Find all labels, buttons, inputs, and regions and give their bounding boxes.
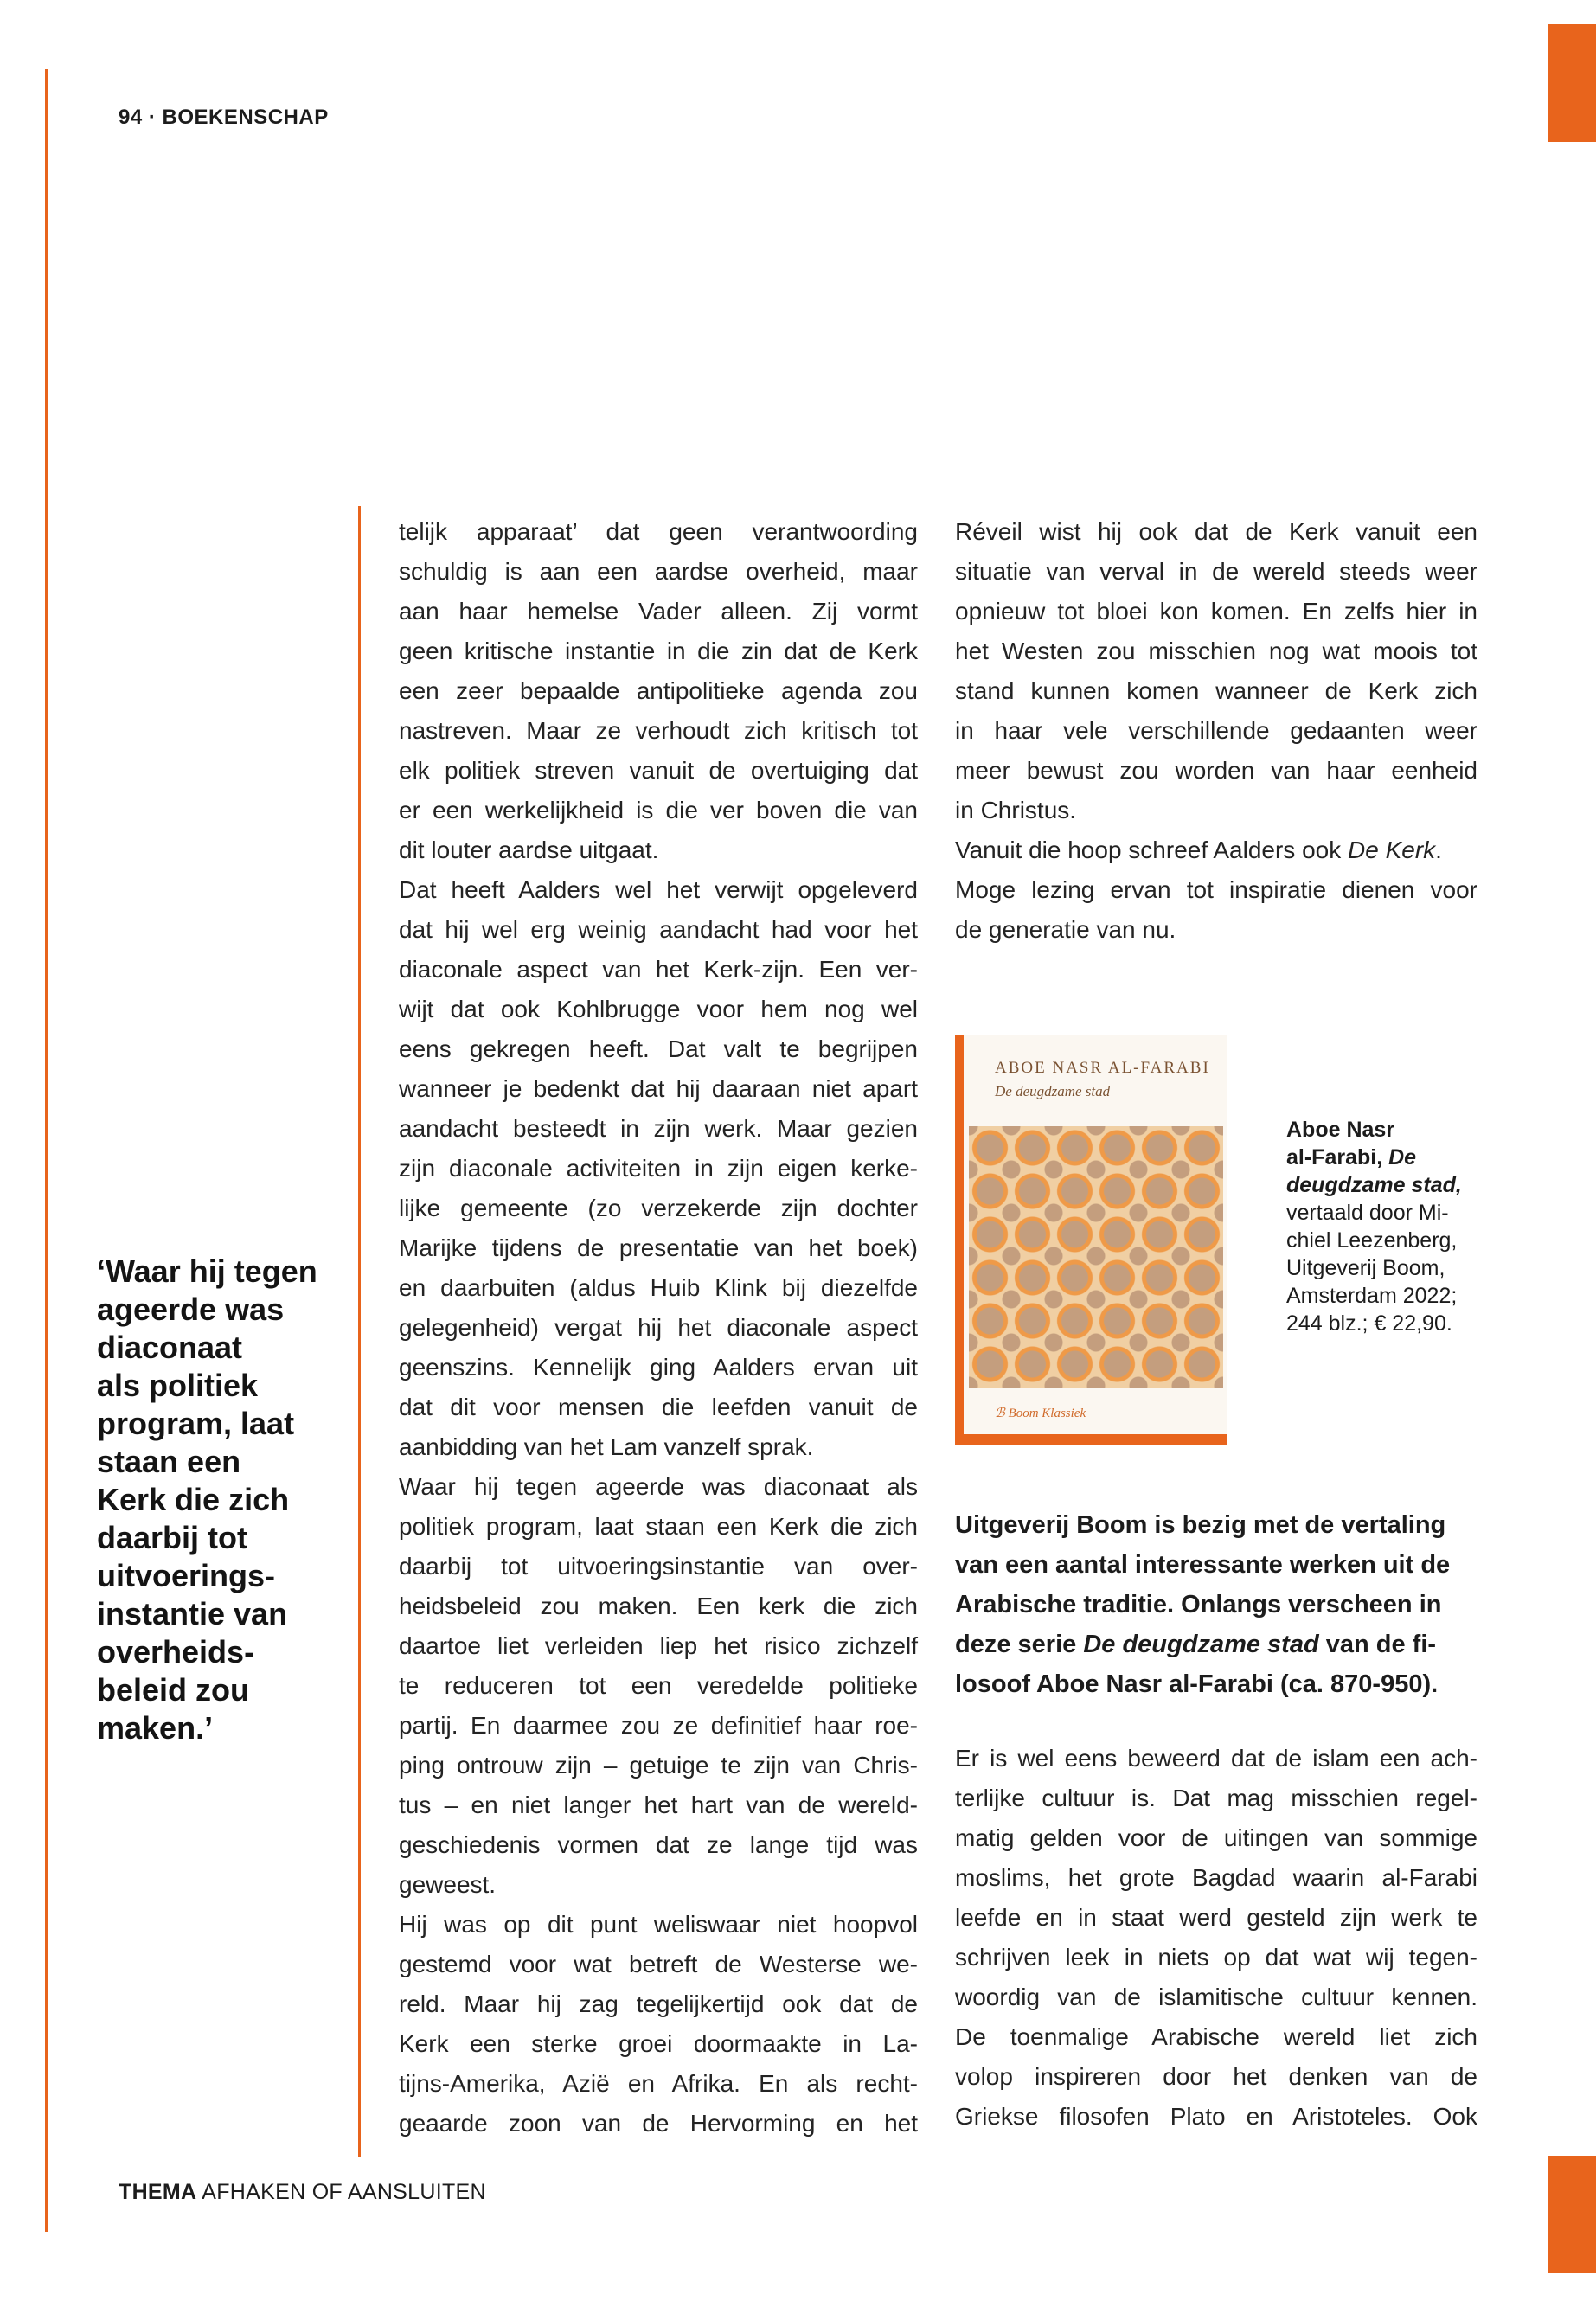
text-line: wijt dat ook Kohlbrugge voor hem nog wel [399,996,918,1022]
text-line: heidsbeleid zou maken. Een kerk die zich [399,1593,918,1619]
text-line: aanbidding van het Lam vanzelf sprak. [399,1433,814,1460]
text-line: leefde en in staat werd gesteld zijn werk te [955,1904,1477,1931]
caption-line: Uitgeverij Boom, [1286,1256,1445,1280]
text-line: gelegenheid) vergat hij het diaconale aspect [399,1314,918,1341]
caption-author-title [1286,1144,1494,1171]
text-line: zijn diaconale activiteiten in zijn eigen kerke- [399,1155,918,1182]
text-line: Dat heeft Aalders wel het verwijt opgeleverd [399,876,918,903]
text-line: schuldig is aan een aardse overheid, maar [399,558,918,585]
text-line: in Christus. [955,797,1077,824]
footer-label: THEMA [119,2180,197,2204]
pull-quote-line: daarbij tot [97,1520,248,1555]
lead-line: losoof Aboe Nasr al-Farabi (ca. 870-950). [955,1670,1439,1698]
lead-line [955,1625,1477,1664]
lead-paragraph [955,1505,1477,1704]
pull-quote-line: beleid zou [97,1672,250,1708]
text-line: de generatie van nu. [955,916,1176,943]
pull-quote-line: Kerk die zich [97,1482,290,1517]
text-line: een zeer bepaalde antipolitieke agenda zou [399,677,918,704]
pull-quote-line: staan een [97,1444,241,1479]
body-column-2 [955,512,1477,950]
pull-quote [97,1253,356,1747]
text-line: er een werkelijkheid is die ver boven die van [399,797,918,824]
text-line: dat dit voor mensen die leefden vanuit de [399,1394,918,1420]
text-line: Waar hij tegen ageerde was diaconaat als [399,1473,918,1500]
text-line: te reduceren tot een veredelde politieke [399,1672,918,1699]
caption-line: vertaald door Mi- [1286,1201,1449,1225]
text-line: tus – en niet langer het hart van de wereld- [399,1791,918,1818]
pull-quote-line: diaconaat [97,1330,243,1365]
text-line: Griekse filosofen Plato en Aristoteles. Ook [955,2103,1477,2130]
text-fragment: deze serie [955,1631,1084,1658]
text-line: tijns-Amerika, Azië en Afrika. En als recht- [399,2070,918,2097]
caption-line: chiel Leezenberg, [1286,1228,1458,1253]
running-footer [119,2180,486,2205]
section-title: BOEKENSCHAP [162,106,329,129]
pull-quote-line: uitvoerings- [97,1558,276,1593]
text-line: stand kunnen komen wanneer de Kerk zich [955,677,1477,704]
text-line: geenszins. Kennelijk ging Aalders ervan uit [399,1354,918,1381]
pull-quote-line: ‘Waar hij tegen [97,1253,317,1289]
pull-quote-line: program, laat [97,1406,295,1441]
text-line: nastreven. Maar ze verhoudt zich kritisch tot [399,717,918,744]
text-line: het Westen zou misschien nog wat moois tot [955,638,1477,664]
text-line: terlijke cultuur is. Dat mag misschien regel- [955,1785,1477,1811]
text-line: gestemd voor wat betreft de Westerse we- [399,1951,918,1977]
pull-quote-line: instantie van [97,1596,288,1631]
text-fragment: van de fi- [1318,1631,1437,1658]
geometric-pattern [969,1126,1223,1388]
text-line: lijke gemeente (zo verzekerde zijn dochter [399,1195,918,1221]
footer-title: AFHAKEN OF AANSLUITEN [202,2180,486,2204]
caption-title-line: De [1388,1145,1417,1170]
text-fragment: . [1435,836,1442,863]
text-line: elk politiek streven vanuit de overtuiging dat [399,757,918,784]
lead-line: Arabische traditie. Onlangs verscheen in [955,1591,1442,1618]
book-cover-edge [955,1434,1227,1445]
text-line: ping ontrouw zijn – getuige te zijn van Chris- [399,1752,918,1779]
caption-author-line: al-Farabi, [1286,1145,1389,1170]
caption-author [1286,1116,1494,1144]
text-line: diaconale aspect van het Kerk-zijn. Een ver- [399,956,918,983]
text-line: wanneer je bedenkt dat hij daaraan niet apart [399,1075,918,1102]
pull-quote-line: ageerde was [97,1292,285,1327]
book-cover-title: De deugdzame stad [995,1083,1111,1099]
text-line: Moge lezing ervan tot inspiratie dienen voor [955,876,1477,903]
pull-quote-line: maken.’ [97,1710,214,1746]
text-line: aandacht besteedt in zijn werk. Maar gezien [399,1115,918,1142]
text-line [955,830,1477,870]
left-margin-rule [45,69,48,2232]
book-cover-face [964,1035,1227,1434]
caption-title-line: deugdzame stad, [1286,1173,1462,1197]
text-line: Kerk een sterke groei doormaakte in La- [399,2030,918,2057]
caption-author-line: Aboe Nasr [1286,1118,1395,1142]
pull-quote-line: als politiek [97,1368,259,1403]
lead-line: van een aantal interessante werken uit de [955,1551,1451,1579]
body-column-1 [399,512,918,2144]
caption-title [1286,1171,1494,1199]
header-separator: · [142,106,163,129]
text-line: Réveil wist hij ook dat de Kerk vanuit een [955,518,1477,545]
text-line: De toenmalige Arabische wereld liet zich [955,2023,1477,2050]
text-line: Marijke tijdens de presentatie van het boek) [399,1234,918,1261]
column-divider-rule [358,506,361,2157]
text-line: daartoe liet verleiden liep het risico zichzelf [399,1632,918,1659]
text-line: daarbij tot uitvoeringsinstantie van over- [399,1553,918,1580]
text-line: dit louter aardse uitgaat. [399,836,659,863]
publisher-logo-icon: ℬ [995,1407,1009,1420]
book-cover-edge [955,1035,964,1441]
text-line: telijk apparaat’ dat geen verantwoording [399,518,918,545]
text-line: woordig van de islamitische cultuur kennen. [955,1984,1477,2010]
text-line: meer bewust zou worden van haar eenheid [955,757,1477,784]
top-right-accent-tab [1548,24,1596,142]
book-cover [955,1035,1228,1445]
text-line: eens gekregen heeft. Dat valt te begrijpen [399,1035,918,1062]
book-cover-author: ABOE NASR AL-FARABI [995,1059,1210,1077]
text-line: situatie van verval in de wereld steeds weer [955,558,1477,585]
text-line: Er is wel eens beweerd dat de islam een ach- [955,1745,1477,1772]
text-fragment: Vanuit die hoop schreef Aalders ook [955,836,1349,863]
book-title-reference: De deugdzame stad [1083,1631,1319,1658]
book-caption [1286,1116,1494,1337]
text-line: partij. En daarmee zou ze definitief haar roe- [399,1712,918,1739]
bottom-right-accent-tab [1548,2156,1596,2273]
caption-line: 244 blz.; € 22,90. [1286,1311,1452,1336]
text-line: dat hij wel erg weinig aandacht had voor het [399,916,918,943]
text-line: aan haar hemelse Vader alleen. Zij vormt [399,598,918,625]
text-line: geweest. [399,1871,497,1898]
text-line: matig gelden voor de uitingen van sommige [955,1824,1477,1851]
text-line: opnieuw tot bloei kon komen. En zelfs hier in [955,598,1477,625]
pull-quote-line: overheids- [97,1634,255,1670]
lead-line: Uitgeverij Boom is bezig met de vertaling [955,1511,1446,1539]
text-line: volop inspireren door het denken van de [955,2063,1477,2090]
body-column-3 [955,1739,1477,2137]
book-title-reference: De Kerk [1348,836,1436,863]
text-line: moslims, het grote Bagdad waarin al-Farabi [955,1864,1477,1891]
book-cover-publisher [995,1405,1086,1421]
text-line: politiek program, laat staan een Kerk die zich [399,1513,918,1540]
text-line: geschiedenis vormen dat ze lange tijd was [399,1831,918,1858]
running-header [119,106,329,130]
text-line: in haar vele verschillende gedaanten weer [955,717,1477,744]
text-line: schrijven leek in niets op dat wat wij tegen- [955,1944,1477,1971]
caption-line: Amsterdam 2022; [1286,1284,1458,1308]
text-line: reld. Maar hij zag tegelijkertijd ook dat de [399,1990,918,2017]
text-line: geen kritische instantie in die zin dat de Kerk [399,638,918,664]
text-line: geaarde zoon van de Hervorming en het [399,2110,918,2137]
publisher-name: Boom Klassiek [1008,1407,1086,1420]
text-line: en daarbuiten (aldus Huib Klink bij diezelfde [399,1274,918,1301]
page-number: 94 [119,106,143,129]
text-line: Hij was op dit punt weliswaar niet hoopvol [399,1911,918,1938]
